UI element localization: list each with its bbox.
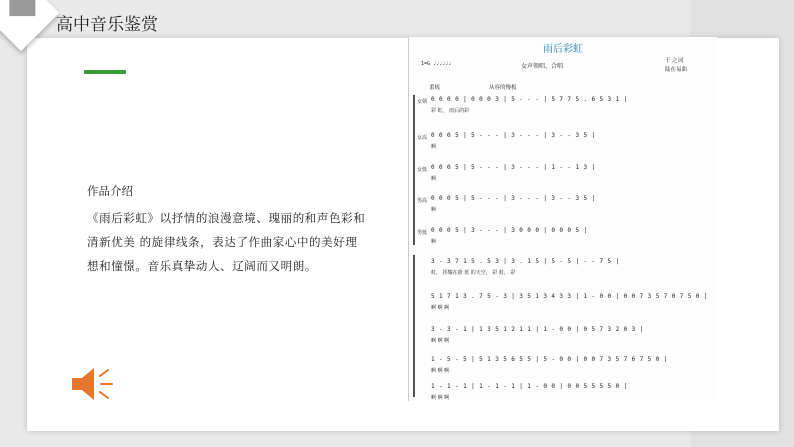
- part-notes: 0 0 0 5 | 5 - - - | 3 - - - | 1 - - 1 3 |: [431, 164, 596, 171]
- score-title: 雨后彩虹: [543, 44, 583, 55]
- score-part: [409, 323, 717, 353]
- score-part: [409, 192, 717, 222]
- page-title: 高中音乐鉴赏: [56, 15, 158, 35]
- part-lyric: 啊 啊 啊: [431, 338, 450, 344]
- score-tempo-detail: 从容的慢板: [489, 85, 517, 91]
- score-part: [409, 161, 717, 191]
- part-lyric: 彩 虹， 雨后的彩: [431, 108, 470, 114]
- part-notes: 1 - 1 - 1 | 1 - 1 - 1 | 1 - 0 0 | 0 0 5 5 5 5 0 |: [431, 383, 628, 390]
- part-lyric: 啊 啊 啊: [431, 368, 450, 374]
- score-part: [409, 129, 717, 159]
- score-part: [409, 353, 717, 383]
- score-lyricist: 于 之词: [665, 58, 684, 64]
- diamond-logo-icon: [0, 0, 59, 51]
- intro-body: 《雨后彩虹》以抒情的浪漫意境、瑰丽的和声色彩和清新优美 的旋律线条，表达了作曲家心中的美好理想和憧憬。音乐真挚动人、辽阔而又明朗。: [87, 211, 366, 273]
- part-lyric: 啊: [431, 144, 437, 150]
- score-key: 1=G ♩♩♩♩♩♩: [421, 61, 452, 67]
- score-part: [409, 255, 717, 285]
- part-lyric: 啊: [431, 176, 437, 182]
- diamond-inner: [9, 0, 35, 16]
- part-notes: 0 0 0 0 | 0 0 0 3 | 5 - - - | 5 7 7 5 . 6 5 3 1 |: [431, 96, 628, 103]
- score-part: [409, 93, 717, 123]
- part-notes: 3 - 3 7 1 5 . 5 3 | 3 . 1 5 | 5 - 5 | - - 7 5 |: [431, 258, 620, 265]
- part-notes: 0 0 0 5 | 5 - - - | 3 - - - | 3 - - 3 5 |: [431, 195, 596, 202]
- accent-bar: [84, 70, 126, 74]
- part-lyric: 啊 啊 啊: [431, 305, 450, 311]
- part-lyric: 啊: [431, 207, 437, 213]
- speaker-icon[interactable]: [70, 364, 116, 404]
- score-credit: [665, 57, 687, 75]
- part-label: 女领: [416, 99, 427, 105]
- score-part: [409, 224, 717, 254]
- part-label: 男高: [416, 198, 427, 204]
- part-notes: 0 0 0 5 | 3 - - - | 3 0 0 0 | 0 0 0 5 |: [431, 227, 588, 234]
- score-subtitle: 女声领唱、合唱: [521, 63, 564, 70]
- part-lyric: 虹， 挥耀在蔚 蓝 的天空， 彩 虹， 彩: [431, 270, 516, 276]
- part-label: 女高: [416, 135, 427, 141]
- part-lyric: 啊 啊 啊: [431, 395, 450, 401]
- intro-heading: 作品介绍: [87, 184, 133, 198]
- part-notes: 0 0 0 5 | 5 - - - | 3 - - - | 3 - - 3 5 |: [431, 132, 596, 139]
- score-tempo: 柔板: [429, 85, 441, 91]
- part-label: 男低: [416, 230, 427, 236]
- score-composer: 陆在易曲: [665, 67, 688, 73]
- score-part: [409, 380, 717, 410]
- music-score: [408, 37, 717, 401]
- part-lyric: 啊: [431, 239, 437, 245]
- part-notes: 5 1 7 1 3 . 7 5 - 3 | 3 5 1 3 4 3 3 | 1 - 0 0 | 0 0 7 3 5 7 0 7 5 0 |: [431, 293, 708, 300]
- part-notes: 1 - 5 - 5 | 5 1 3 5 6 5 5 | 5 - 0 0 | 0 0 7 3 5 7 6 7 5 0 |: [431, 356, 668, 363]
- part-notes: 3 - 3 - 1 | 1 3 5 1 2 1 1 | 1 - 0 0 | 0 5 7 3 2 0 3 |: [431, 326, 644, 333]
- score-part: [409, 290, 717, 320]
- part-label: 女低: [416, 167, 427, 173]
